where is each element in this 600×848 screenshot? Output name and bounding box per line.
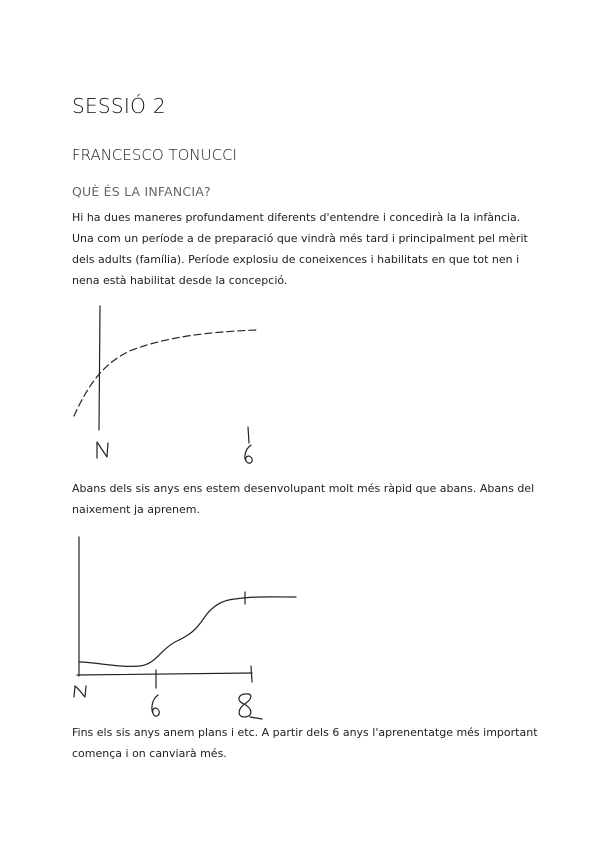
sketch-2-label-6-stroke: [152, 695, 159, 716]
paragraph-line: nena està habilitat desde la concepció.: [72, 274, 288, 287]
paragraph-line: Fins els sis anys anem plans i etc. A partir dels 6 anys l'aprenentatge més important: [72, 726, 538, 739]
sketch-2-label-8-stroke: [239, 694, 262, 719]
page-title: SESSIÓ 2: [72, 94, 166, 118]
paragraph-line: Hi ha dues maneres profundament diferents d'entendre i concedirà la la infància.: [72, 211, 521, 224]
author-heading: FRANCESCO TONUCCI: [72, 146, 237, 164]
sketch-2-axis-end-tick: [251, 666, 252, 682]
section-heading: QUÈ ÉS LA INFANCIA?: [72, 184, 211, 199]
paragraph-line: Una com un període a de preparació que vindrà més tard i principalment pel mèrit: [72, 232, 528, 245]
paragraph-line: Abans dels sis anys ens estem desenvolupant molt més ràpid que abans. Abans del: [72, 482, 535, 495]
paragraph-3: [72, 722, 542, 764]
sketch-2-horizontal-axis: [77, 673, 252, 675]
sketch-2-label-n-stroke: [74, 686, 86, 697]
paragraph-line: naixement ja aprenem.: [72, 503, 200, 516]
paragraph-line: comença i on canviarà més.: [72, 747, 227, 760]
paragraph-line: dels adults (família). Període explosiu de coneixences i habilitats en que tot nen i: [72, 253, 520, 266]
sketch-2-growth-curve: [79, 597, 296, 667]
